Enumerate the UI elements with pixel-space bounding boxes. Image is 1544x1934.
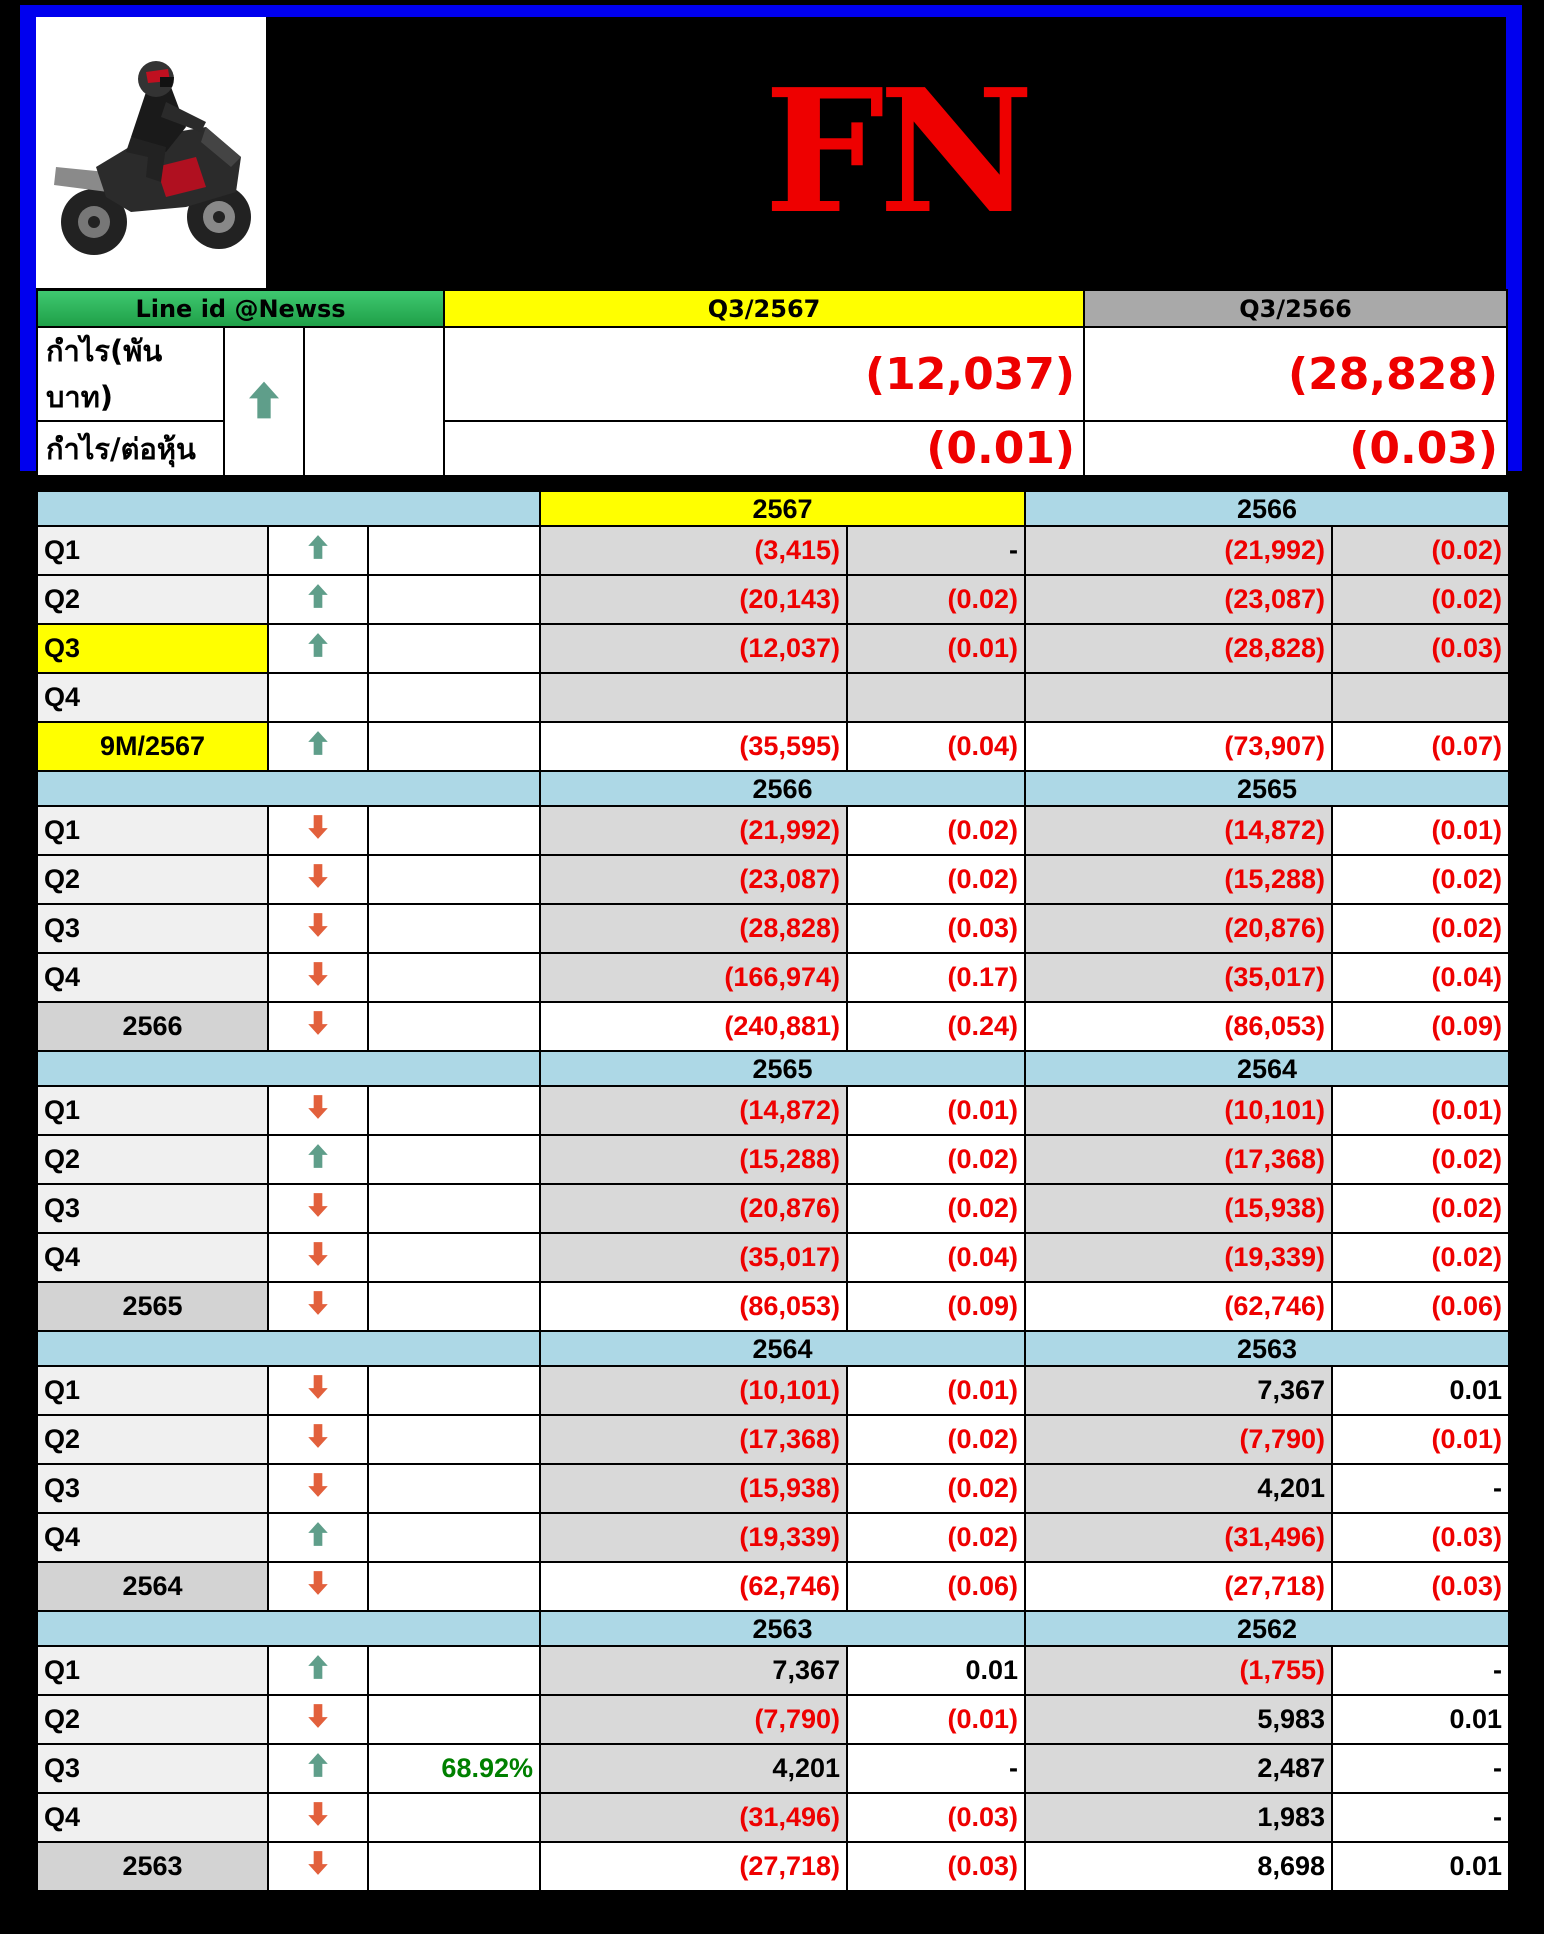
eps-left-value: (0.24) [847,1002,1025,1051]
period-label: Q2 [37,1415,268,1464]
profit-right-value: (14,872) [1025,806,1332,855]
growth-percent [368,806,540,855]
eps-left-value: (0.02) [847,575,1025,624]
col-prior-quarter: Q3/2566 [1084,290,1507,327]
growth-percent [368,1135,540,1184]
eps-right-value: (0.03) [1332,1562,1509,1611]
profit-left-value [540,673,847,722]
arrow-up-icon [307,730,329,763]
period-label: Q4 [37,1513,268,1562]
year-right-label: 2562 [1025,1611,1509,1646]
growth-percent [368,624,540,673]
eps-right-value: - [1332,1744,1509,1793]
arrow-up-icon [307,1521,329,1554]
period-label: Q3 [37,1464,268,1513]
table-row [37,1562,1509,1611]
table-row [37,1464,1509,1513]
profit-left-value: (31,496) [540,1793,847,1842]
table-row [37,1415,1509,1464]
eps-left-value: (0.01) [847,1366,1025,1415]
trend-cell [268,904,368,953]
period-label: Q1 [37,1366,268,1415]
eps-right-value: 0.01 [1332,1366,1509,1415]
year-right-label: 2566 [1025,491,1509,526]
growth-percent: 68.92% [368,1744,540,1793]
growth-percent [368,1415,540,1464]
profit-right-value: (35,017) [1025,953,1332,1002]
arrow-down-icon [307,1094,329,1127]
profit-left-value: (27,718) [540,1842,847,1891]
table-row [37,1513,1509,1562]
arrow-down-icon [307,1472,329,1505]
profit-left-value: (166,974) [540,953,847,1002]
eps-right-value: (0.02) [1332,1184,1509,1233]
motorcycle-rider-illustration [36,17,266,288]
eps-right-value: - [1332,1646,1509,1695]
eps-left-value [847,673,1025,722]
year-left-label: 2566 [540,771,1025,806]
growth-percent [368,1842,540,1891]
growth-percent [368,575,540,624]
growth-percent [368,1562,540,1611]
arrow-down-icon [307,1290,329,1323]
table-row [37,1842,1509,1891]
trend-cell [268,1464,368,1513]
eps-left-value: - [847,526,1025,575]
profit-prior: (28,828) [1084,327,1507,421]
profit-right-value: (19,339) [1025,1233,1332,1282]
growth-percent [368,673,540,722]
profit-label: กำไร(พันบาท) [37,327,224,421]
table-row [37,722,1509,771]
profit-right-value: (21,992) [1025,526,1332,575]
motorcycle-logo [36,17,266,288]
profit-right-value: (62,746) [1025,1282,1332,1331]
eps-right-value: (0.09) [1332,1002,1509,1051]
profit-left-value: 4,201 [540,1744,847,1793]
period-label: Q4 [37,953,268,1002]
profit-right-value: (73,907) [1025,722,1332,771]
arrow-down-icon [307,1423,329,1456]
trend-cell [268,1415,368,1464]
trend-cell [268,1695,368,1744]
arrow-down-icon [307,1801,329,1834]
growth-percent [368,1002,540,1051]
profit-left-value: (35,017) [540,1233,847,1282]
table-row [37,1366,1509,1415]
eps-left-value: (0.01) [847,624,1025,673]
profit-right-value: 5,983 [1025,1695,1332,1744]
profit-left-value: (3,415) [540,526,847,575]
eps-left-value: (0.17) [847,953,1025,1002]
table-row [37,1135,1509,1184]
arrow-up-icon [307,1654,329,1687]
profit-right-value: (20,876) [1025,904,1332,953]
eps-right-value: (0.04) [1332,953,1509,1002]
profit-left-value: (19,339) [540,1513,847,1562]
trend-cell [268,1842,368,1891]
eps-right-value: - [1332,1464,1509,1513]
profit-right-value: (86,053) [1025,1002,1332,1051]
eps-left-value: (0.03) [847,1793,1025,1842]
growth-percent [368,904,540,953]
profit-right-value: 2,487 [1025,1744,1332,1793]
eps-left-value: (0.01) [847,1695,1025,1744]
profit-left-value: (240,881) [540,1002,847,1051]
profit-right-value: (7,790) [1025,1415,1332,1464]
arrow-down-icon [307,1850,329,1883]
year-header-row [37,1051,1509,1086]
table-row [37,855,1509,904]
trend-cell [268,1646,368,1695]
trend-cell [268,953,368,1002]
arrow-up-icon [307,534,329,567]
col-current-quarter: Q3/2567 [444,290,1084,327]
growth-percent [368,1646,540,1695]
year-right-label: 2563 [1025,1331,1509,1366]
growth-percent [368,1282,540,1331]
period-label: 9M/2567 [37,722,268,771]
profit-left-value: (17,368) [540,1415,847,1464]
trend-cell [268,575,368,624]
eps-left-value: (0.02) [847,1184,1025,1233]
growth-percent [368,1233,540,1282]
arrow-up-icon [247,380,281,424]
table-row [37,673,1509,722]
table-row [37,624,1509,673]
year-header-blank [37,1051,540,1086]
eps-right-value: (0.02) [1332,1233,1509,1282]
year-header-blank [37,1611,540,1646]
period-label: Q2 [37,575,268,624]
eps-right-value: (0.01) [1332,1415,1509,1464]
growth-percent [368,1513,540,1562]
arrow-down-icon [307,1703,329,1736]
table-row [37,904,1509,953]
eps-left-value: - [847,1744,1025,1793]
profit-right-value: (17,368) [1025,1135,1332,1184]
table-row [37,1002,1509,1051]
eps-left-value: (0.03) [847,1842,1025,1891]
table-row [37,1184,1509,1233]
eps-right-value: (0.06) [1332,1282,1509,1331]
profit-left-value: (15,288) [540,1135,847,1184]
profit-right-value: (15,938) [1025,1184,1332,1233]
eps-right-value [1332,673,1509,722]
eps-left-value: (0.02) [847,1135,1025,1184]
arrow-up-icon [307,1143,329,1176]
period-label: Q4 [37,1793,268,1842]
eps-left-value: 0.01 [847,1646,1025,1695]
trend-cell [268,722,368,771]
growth-percent [368,953,540,1002]
eps-prior: (0.03) [1084,421,1507,476]
trend-cell [268,624,368,673]
year-left-label: 2563 [540,1611,1025,1646]
growth-percent [368,1464,540,1513]
eps-left-value: (0.02) [847,1513,1025,1562]
table-row [37,1793,1509,1842]
ticker-title: FN [763,52,1029,252]
profit-left-value: (10,101) [540,1366,847,1415]
table-row [37,1695,1509,1744]
table-row [37,1233,1509,1282]
profit-right-value: (1,755) [1025,1646,1332,1695]
eps-right-value: (0.07) [1332,722,1509,771]
table-row [37,1282,1509,1331]
arrow-down-icon [307,1192,329,1225]
year-left-label: 2565 [540,1051,1025,1086]
line-id-label: Line id @Newss [37,290,444,327]
year-header-blank [37,491,540,526]
year-header-blank [37,771,540,806]
trend-cell [268,1513,368,1562]
arrow-down-icon [307,912,329,945]
eps-left-value: (0.02) [847,855,1025,904]
profit-left-value: (86,053) [540,1282,847,1331]
trend-cell [268,1184,368,1233]
trend-cell [268,1366,368,1415]
eps-left-value: (0.06) [847,1562,1025,1611]
arrow-up-icon [307,632,329,665]
trend-cell [268,1233,368,1282]
profit-left-value: (14,872) [540,1086,847,1135]
eps-right-value: (0.02) [1332,1135,1509,1184]
quarterly-history-table [36,490,1510,1892]
table-row [37,1744,1509,1793]
eps-right-value: (0.02) [1332,575,1509,624]
profit-left-value: (20,876) [540,1184,847,1233]
growth-percent [368,855,540,904]
growth-percent [368,1184,540,1233]
arrow-down-icon [307,961,329,994]
year-left-label: 2564 [540,1331,1025,1366]
table-row [37,1646,1509,1695]
growth-percent [368,526,540,575]
eps-right-value: - [1332,1793,1509,1842]
profit-left-value: (15,938) [540,1464,847,1513]
trend-cell [268,1793,368,1842]
eps-right-value: (0.02) [1332,855,1509,904]
trend-cell [268,1562,368,1611]
period-label: 2566 [37,1002,268,1051]
trend-cell [268,673,368,722]
table-row [37,953,1509,1002]
year-header-row [37,771,1509,806]
arrow-down-icon [307,1570,329,1603]
growth-percent [368,1086,540,1135]
profit-left-value: (23,087) [540,855,847,904]
table-row [37,526,1509,575]
eps-right-value: (0.01) [1332,1086,1509,1135]
growth-percent [368,1793,540,1842]
summary-blank-cell [304,327,444,476]
profit-right-value: 7,367 [1025,1366,1332,1415]
period-label: Q4 [37,673,268,722]
eps-label: กำไร/ต่อหุ้น [37,421,224,476]
profit-right-value: 1,983 [1025,1793,1332,1842]
header-frame [20,5,1522,474]
year-header-row [37,1611,1509,1646]
eps-right-value: (0.03) [1332,624,1509,673]
year-header-blank [37,1331,540,1366]
profit-left-value: (62,746) [540,1562,847,1611]
period-label: Q1 [37,806,268,855]
eps-left-value: (0.02) [847,1415,1025,1464]
eps-left-value: (0.09) [847,1282,1025,1331]
trend-cell [268,526,368,575]
arrow-down-icon [307,863,329,896]
profit-left-value: (12,037) [540,624,847,673]
table-row [37,1086,1509,1135]
profit-right-value: (23,087) [1025,575,1332,624]
profit-right-value: 8,698 [1025,1842,1332,1891]
year-left-label: 2567 [540,491,1025,526]
arrow-up-icon [307,1752,329,1785]
period-label: Q2 [37,855,268,904]
table-row [37,806,1509,855]
period-label: Q3 [37,1744,268,1793]
trend-cell [268,1282,368,1331]
eps-right-value: (0.03) [1332,1513,1509,1562]
period-label: Q1 [37,526,268,575]
profit-right-value: (28,828) [1025,624,1332,673]
period-label: 2565 [37,1282,268,1331]
eps-current: (0.01) [444,421,1084,476]
growth-percent [368,722,540,771]
period-label: Q4 [37,1233,268,1282]
trend-cell [268,1086,368,1135]
period-label: Q1 [37,1086,268,1135]
trend-cell [268,806,368,855]
year-right-label: 2564 [1025,1051,1509,1086]
trend-cell [268,1744,368,1793]
period-label: 2564 [37,1562,268,1611]
profit-right-value: (15,288) [1025,855,1332,904]
period-label: Q3 [37,904,268,953]
growth-percent [368,1366,540,1415]
period-label: 2563 [37,1842,268,1891]
arrow-up-icon [307,583,329,616]
profit-current: (12,037) [444,327,1084,421]
arrow-down-icon [307,1374,329,1407]
trend-cell [268,1135,368,1184]
profit-left-value: (28,828) [540,904,847,953]
profit-right-value [1025,673,1332,722]
profit-left-value: (7,790) [540,1695,847,1744]
eps-left-value: (0.03) [847,904,1025,953]
header-panel [36,17,1506,474]
period-label: Q3 [37,624,268,673]
summary-trend-cell [224,327,304,476]
growth-percent [368,1695,540,1744]
period-label: Q3 [37,1184,268,1233]
eps-right-value: 0.01 [1332,1842,1509,1891]
eps-left-value: (0.04) [847,1233,1025,1282]
profit-left-value: (35,595) [540,722,847,771]
profit-right-value: (27,718) [1025,1562,1332,1611]
profit-right-value: 4,201 [1025,1464,1332,1513]
profit-right-value: (31,496) [1025,1513,1332,1562]
year-header-row [37,1331,1509,1366]
trend-cell [268,855,368,904]
period-label: Q2 [37,1695,268,1744]
summary-table [36,289,1508,477]
year-right-label: 2565 [1025,771,1509,806]
period-label: Q2 [37,1135,268,1184]
eps-left-value: (0.02) [847,806,1025,855]
table-row [37,575,1509,624]
eps-right-value: 0.01 [1332,1695,1509,1744]
profit-left-value: 7,367 [540,1646,847,1695]
arrow-down-icon [307,1241,329,1274]
eps-left-value: (0.02) [847,1464,1025,1513]
eps-left-value: (0.04) [847,722,1025,771]
arrow-down-icon [307,814,329,847]
profit-left-value: (21,992) [540,806,847,855]
eps-right-value: (0.02) [1332,526,1509,575]
eps-right-value: (0.01) [1332,806,1509,855]
eps-left-value: (0.01) [847,1086,1025,1135]
arrow-down-icon [307,1010,329,1043]
trend-cell [268,1002,368,1051]
profit-right-value: (10,101) [1025,1086,1332,1135]
period-label: Q1 [37,1646,268,1695]
year-header-row [37,491,1509,526]
eps-right-value: (0.02) [1332,904,1509,953]
profit-left-value: (20,143) [540,575,847,624]
